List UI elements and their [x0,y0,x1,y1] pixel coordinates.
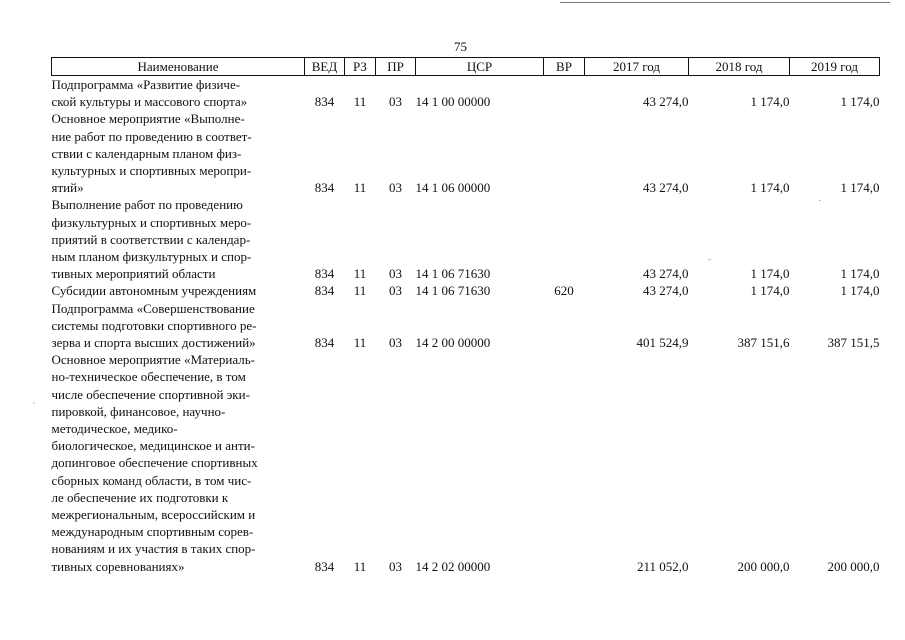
page-number: 75 [454,39,467,54]
cell-pr: 03 [389,558,402,574]
cell-y2018: 387 151,6 [737,335,790,351]
row-name-line: зерва и спорта высших достижений» [51,335,256,351]
cell-vr: 620 [554,283,574,299]
scan-speck: · [818,196,822,207]
scan-speck: ˊ [32,402,36,413]
row-name-line: нованиям и их участия в таких спор- [51,541,256,557]
cell-ved: 834 [314,180,335,196]
row-name-line: международным спортивным сорев- [51,524,254,540]
cell-y2019: 1 174,0 [840,180,880,196]
table-row [52,76,880,111]
row-name [52,76,305,111]
header-pr: ПР [376,58,416,76]
header-rz: РЗ [345,58,376,76]
cell-y2017: 401 524,9 [636,335,689,351]
cell-pr: 03 [389,94,402,110]
row-name-line: ным планом физкультурных и спор- [51,249,252,265]
cell-pr: 03 [389,283,402,299]
cell-vr [544,351,585,575]
header-name: Наименование [52,58,305,76]
row-name-line: сборных команд области, в том чис- [51,472,252,488]
table-body [52,76,880,575]
row-name [52,351,305,575]
table-row [52,282,880,299]
cell-y2017: 43 274,0 [643,266,689,282]
cell-y2017: 43 274,0 [643,180,689,196]
table-row [52,196,880,282]
cell-y2017: 43 274,0 [643,283,689,299]
table-row [52,351,880,575]
cell-ved: 834 [314,558,335,574]
row-name [52,196,305,282]
row-name-line: тивных мероприятий области [51,266,216,282]
cell-rz: 11 [353,94,367,110]
cell-y2018: 1 174,0 [750,180,790,196]
header-vr: ВР [544,58,585,76]
scan-top-line [560,2,890,3]
cell-rz: 11 [353,558,367,574]
budget-table [51,57,880,575]
cell-csr: 14 2 00 00000 [415,335,491,351]
cell-csr: 14 1 00 00000 [415,94,491,110]
row-name-line: Выполнение работ по проведению [51,197,243,213]
row-name-line: ствии с календарным планом физ- [51,145,242,161]
cell-pr: 03 [389,266,402,282]
row-name-line: биологическое, медицинское и анти- [51,438,255,454]
cell-y2018: 1 174,0 [750,283,790,299]
header-2019: 2019 год [790,58,880,76]
cell-ved: 834 [314,335,335,351]
cell-y2018: 200 000,0 [737,558,790,574]
header-2018: 2018 год [689,58,790,76]
cell-pr: 03 [389,335,402,351]
cell-y2019: 387 151,5 [827,335,880,351]
cell-y2018: 1 174,0 [750,266,790,282]
header-2017: 2017 год [585,58,689,76]
cell-vr [544,196,585,282]
row-name-line: физкультурных и спортивных меро- [51,214,252,230]
cell-rz: 11 [353,266,367,282]
row-name-line: культурных и спортивных меропри- [51,163,252,179]
row-name-line: методическое, медико- [51,421,178,437]
row-name-line: но-техническое обеспечение, в том [51,369,246,385]
row-name-line: пировкой, финансовое, научно- [51,403,226,419]
row-name-line: Основное мероприятие «Выполне- [51,111,245,127]
cell-rz: 11 [353,180,367,196]
row-name-line: ние работ по проведению в соответ- [51,128,252,144]
cell-y2018: 1 174,0 [750,94,790,110]
row-name [52,300,305,352]
table-row [52,300,880,352]
cell-rz: 11 [353,335,367,351]
cell-vr [544,110,585,196]
header-csr: ЦСР [416,58,544,76]
row-name-line: числе обеспечение спортивной эки- [51,386,250,402]
row-name [52,110,305,196]
row-name-line: ской культуры и массового спорта» [51,94,248,110]
header-ved: ВЕД [305,58,345,76]
cell-rz: 11 [353,283,367,299]
row-name-line: тивных соревнованиях» [51,558,185,574]
cell-y2017: 43 274,0 [643,94,689,110]
cell-csr: 14 1 06 71630 [415,283,491,299]
row-name-line: Подпрограмма «Развитие физиче- [51,77,241,92]
table-header-row [52,58,880,76]
cell-pr: 03 [389,180,402,196]
cell-csr: 14 2 02 00000 [415,558,491,574]
cell-ved: 834 [314,266,335,282]
row-name-line: допинговое обеспечение спортивных [51,455,258,471]
cell-y2019: 200 000,0 [827,558,880,574]
cell-csr: 14 1 06 00000 [415,180,491,196]
row-name-line: межрегиональным, всероссийским и [51,507,256,523]
table-row [52,110,880,196]
row-name-line: приятий в соответствии с календар- [51,231,251,247]
row-name [52,282,305,299]
cell-ved: 834 [314,94,335,110]
row-name-line: Субсидии автономным учреждениям [51,283,257,299]
row-name-line: Подпрограмма «Совершенствование [51,300,255,316]
row-name-line: Основное мероприятие «Материаль- [51,352,255,368]
row-name-line: ле обеспечение их подготовки к [51,489,229,505]
cell-vr [544,300,585,352]
row-name-line: системы подготовки спортивного ре- [51,317,257,333]
cell-y2019: 1 174,0 [840,283,880,299]
cell-csr: 14 1 06 71630 [415,266,491,282]
cell-vr [544,76,585,111]
cell-y2017: 211 052,0 [636,558,689,574]
cell-y2019: 1 174,0 [840,266,880,282]
scan-speck: ˉ [708,258,712,269]
cell-ved: 834 [314,283,335,299]
cell-y2019: 1 174,0 [840,94,880,110]
row-name-line: ятий» [51,180,84,196]
